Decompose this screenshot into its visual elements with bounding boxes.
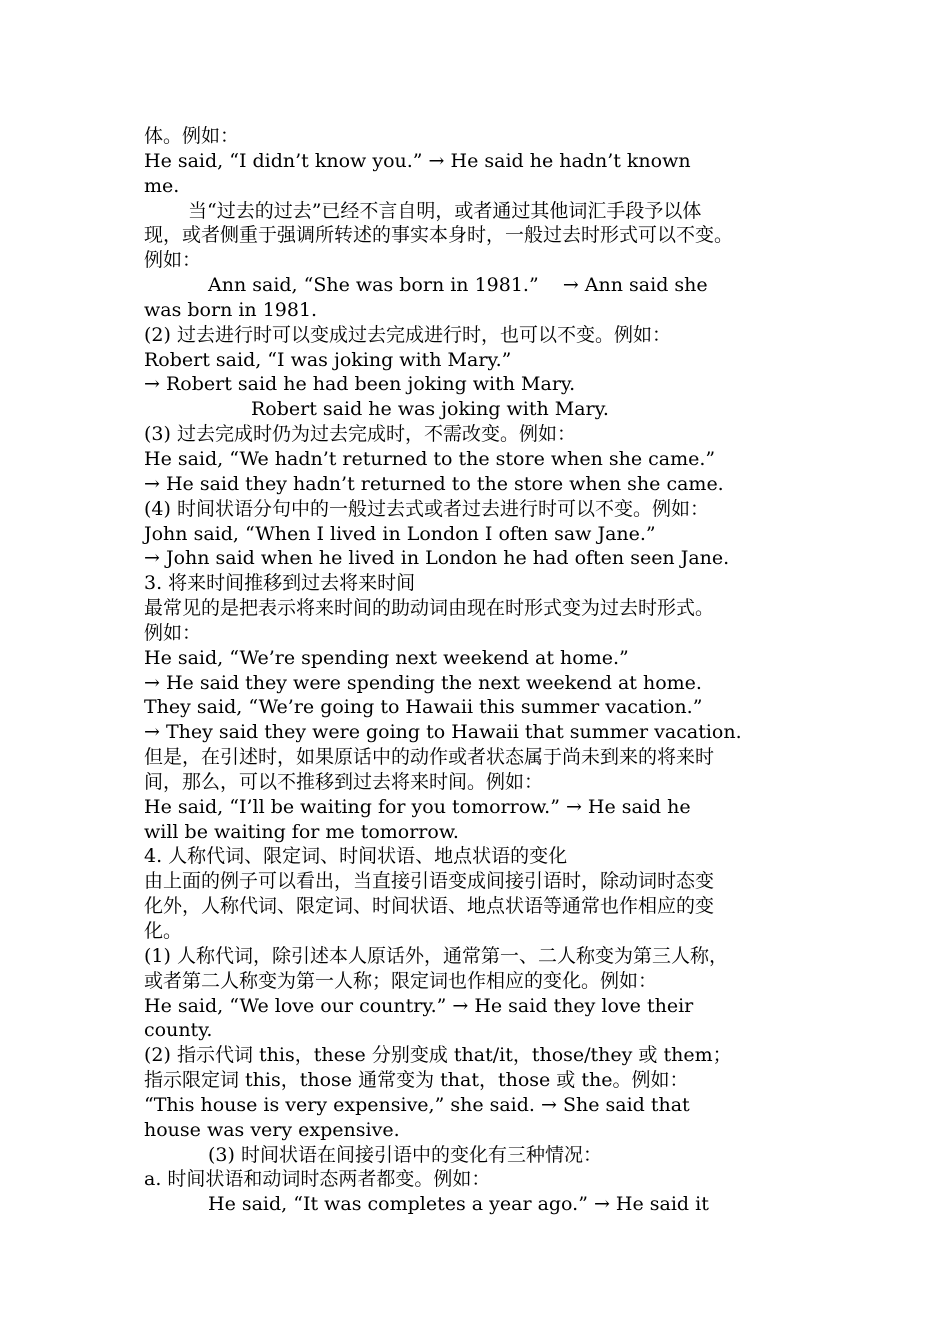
text-line: 化外，人称代词、限定词、时间状语、地点状语等通常也作相应的变 — [144, 895, 715, 918]
section-heading: (3) 过去完成时仍为过去完成时，不需改变。例如： — [144, 423, 576, 446]
example-line: county. — [144, 1019, 213, 1042]
example-line: → He said they hadn’t returned to the store when she came. — [144, 472, 724, 495]
example-line: He said, “I’ll be waiting for you tomorrow.” → He said he — [144, 795, 691, 818]
section-heading: (4) 时间状语分句中的一般过去式或者过去进行时可以不变。例如： — [144, 497, 709, 520]
text-line: 例如： — [144, 621, 202, 644]
section-heading: 4. 人称代词、限定词、时间状语、地点状语的变化 — [144, 845, 568, 868]
text-line: 间，那么，可以不推移到过去将来时间。例如： — [144, 770, 544, 793]
paragraph-line: 当“过去的过去”已经不言自明，或者通过其他词汇手段予以体 — [188, 199, 702, 222]
example-line: → He said they were spending the next weekend at home. — [144, 671, 702, 694]
text-line: 现，或者侧重于强调所转述的事实本身时，一般过去时形式可以不变。 — [144, 224, 734, 247]
text-line: 体。例如： — [144, 125, 240, 147]
text-line: 例如： — [144, 249, 202, 272]
example-line: → John said when he lived in London he had often seen Jane. — [144, 547, 730, 570]
text-line: 指示限定词 this，those 通常变为 that，those 或 the。例如： — [144, 1069, 689, 1092]
example-line: They said, “We’re going to Hawaii this summer vacation.” — [144, 696, 703, 719]
example-line: He said, “We love our country.” → He said they love their — [144, 994, 694, 1017]
section-heading: (1) 人称代词，除引述本人原话外，通常第一、二人称变为第三人称， — [144, 944, 728, 967]
section-heading: (2) 指示代词 this，these 分别变成 that/it，those/they 或 them； — [144, 1044, 732, 1067]
document-body — [144, 124, 804, 1217]
section-heading: (3) 时间状语在间接引语中的变化有三种情况： — [208, 1143, 602, 1166]
text-line: was born in 1981. — [144, 298, 318, 321]
text-line: 由上面的例子可以看出，当直接引语变成间接引语时，除动词时态变 — [144, 870, 715, 893]
example-line: house was very expensive. — [144, 1118, 400, 1141]
text-line: 但是，在引述时，如果原话中的动作或者状态属于尚未到来的将来时 — [144, 746, 715, 769]
text-line: 或者第二人称变为第一人称；限定词也作相应的变化。例如： — [144, 969, 658, 992]
example-line: He said, “We hadn’t returned to the store when she came.” — [144, 447, 716, 470]
example-line: He said, “We’re spending next weekend at home.” — [144, 646, 629, 669]
example-line: Robert said he was joking with Mary. — [251, 398, 609, 421]
example-line: → They said they were going to Hawaii that summer vacation. — [144, 721, 742, 744]
example-line: Robert said, “I was joking with Mary.” — [144, 348, 512, 371]
text-line: 最常见的是把表示将来时间的助动词由现在时形式变为过去时形式。 — [144, 597, 715, 620]
section-heading: 3. 将来时间推移到过去将来时间 — [144, 572, 416, 595]
text-line: He said, “I didn’t know you.” → He said he hadn’t known — [144, 149, 691, 172]
example-line: He said, “It was completes a year ago.” → He said it — [208, 1193, 709, 1216]
example-line: → Robert said he had been joking with Mary. — [144, 373, 576, 396]
example-line: will be waiting for me tomorrow. — [144, 820, 459, 843]
text-line: 化。 — [144, 920, 183, 942]
example-line: Ann said, “She was born in 1981.” → Ann said she — [208, 274, 708, 297]
text-line: me. — [144, 174, 180, 197]
section-heading: a. 时间状语和动词时态两者都变。例如： — [144, 1168, 491, 1191]
example-line: John said, “When I lived in London I often saw Jane.” — [144, 522, 656, 545]
example-line: “This house is very expensive,” she said. → She said that — [144, 1093, 690, 1116]
section-heading: (2) 过去进行时可以变成过去完成进行时，也可以不变。例如： — [144, 323, 671, 346]
